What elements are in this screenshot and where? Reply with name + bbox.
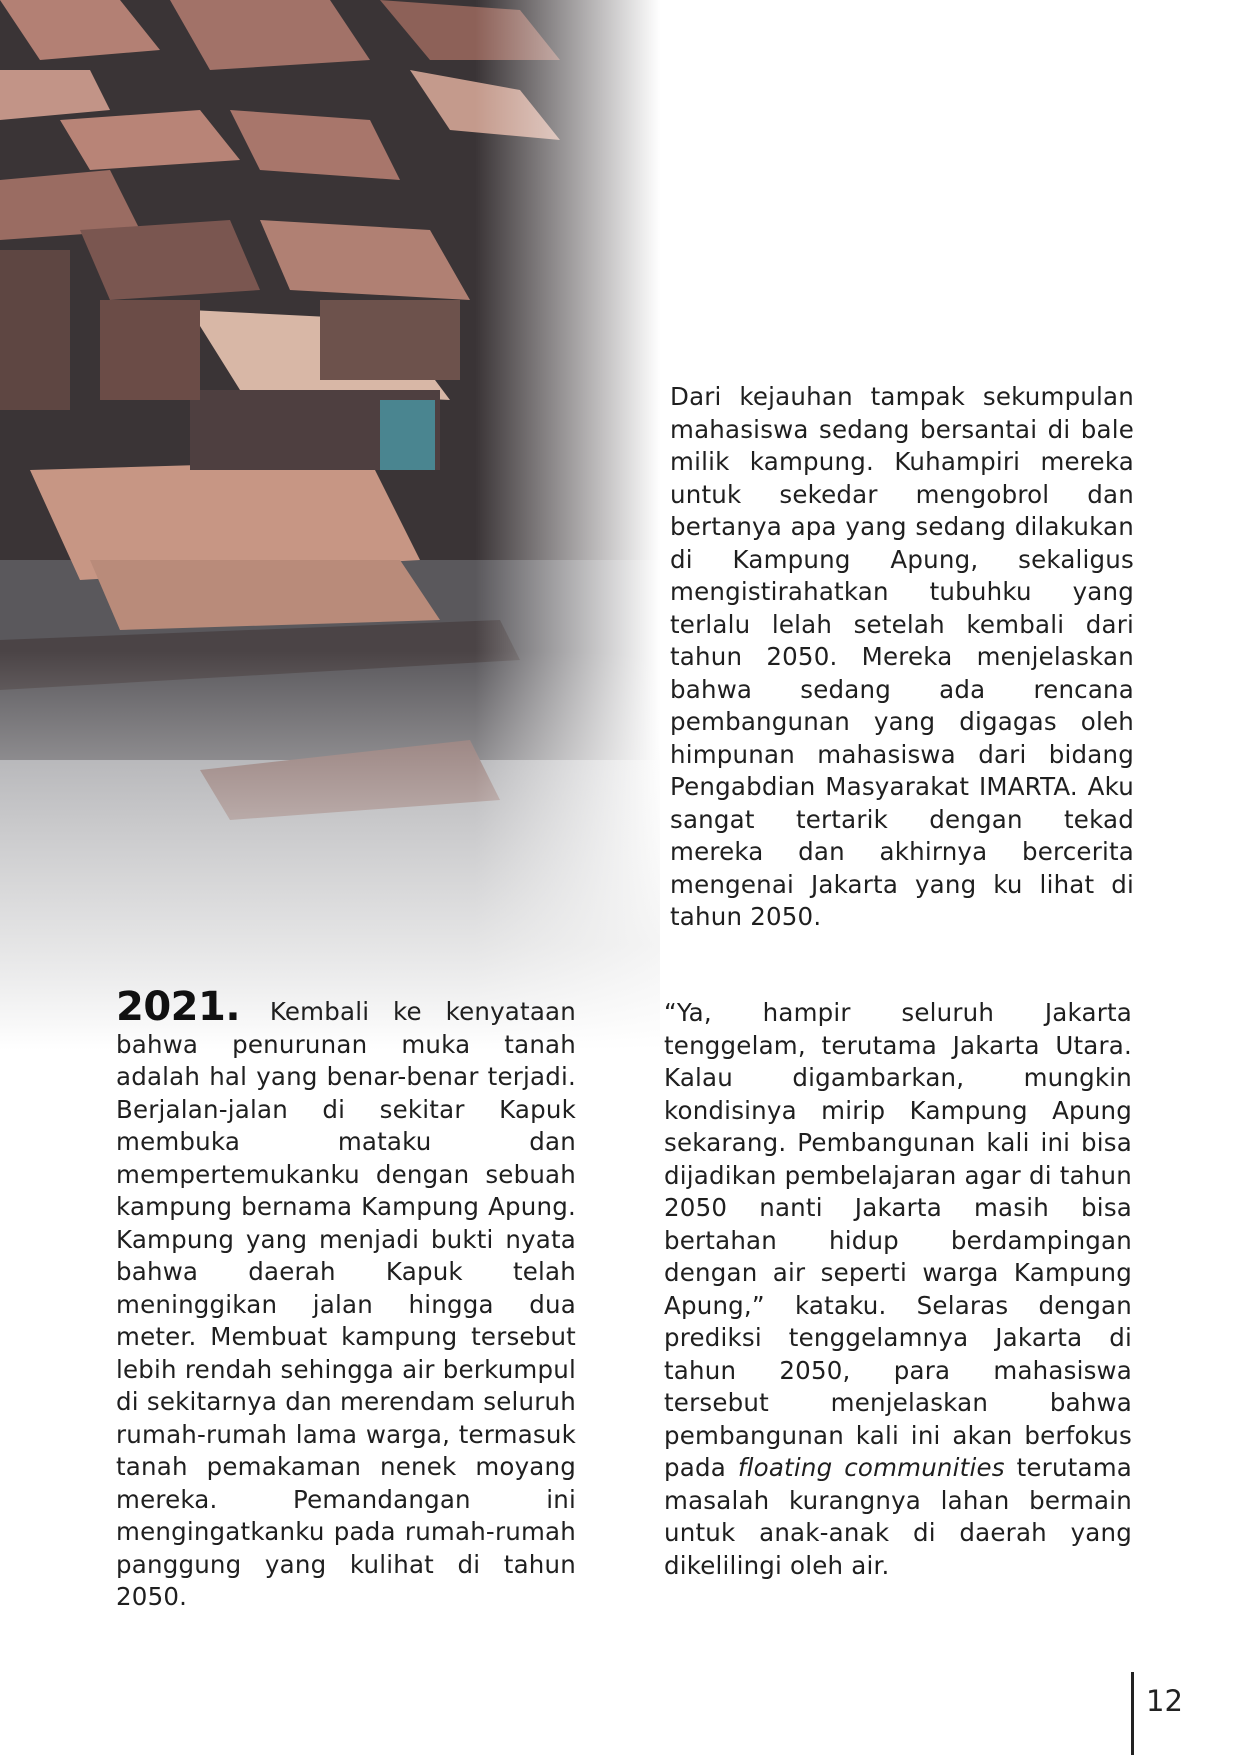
year-heading: 2021. bbox=[116, 984, 241, 1030]
story-column-right-top bbox=[670, 381, 1134, 934]
story-column-right-bottom bbox=[664, 997, 1132, 1582]
paragraph-2021 bbox=[116, 984, 576, 1614]
dialogue-italic-term: floating communities bbox=[737, 1453, 1005, 1482]
paragraph-kejauhan: Dari kejauhan tampak sekumpulan mahasiswa sedang bersantai di bale milik kampung. Kuhampiri mereka untuk sekedar mengobrol dan bertanya apa yang sedang dilakukan di Kampung Apung, sekaligus mengistirahatkan tubuhku yang terlalu lelah setelah kembali dari tahun 2050. Mereka menjelaskan bahwa sedang ada rencana pembangunan yang digagas oleh himpunan mahasiswa dari bidang Pengabdian Masyarakat IMARTA. Aku sangat tertarik dengan tekad mereka dan akhirnya bercerita mengenai Jakarta yang ku lihat di tahun 2050. bbox=[670, 382, 1134, 931]
page-number: 12 bbox=[1146, 1684, 1183, 1718]
floating-village-photo bbox=[0, 0, 660, 1050]
dialogue-text-after: terutama masalah kurangnya lahan bermain untuk anak-anak di daerah yang dikelilingi oleh air. bbox=[664, 1453, 1132, 1580]
story-column-left bbox=[116, 984, 576, 1614]
page-number-divider bbox=[1131, 1672, 1134, 1755]
dialogue-text-before: “Ya, hampir seluruh Jakarta tenggelam, terutama Jakarta Utara. Kalau digambarkan, mungkin kondisinya mirip Kampung Apung sekarang. Pembangunan kali ini bisa dijadikan pembelajaran agar di tahun 2050 nanti Jakarta masih bisa bertahan hidup berdampingan dengan air seperti warga Kampung Apung,” kataku. Selaras dengan prediksi tenggelamnya Jakarta di tahun 2050, para mahasiswa tersebut menjelaskan bahwa pembangunan kali ini akan berfokus pada bbox=[664, 998, 1132, 1482]
paragraph-dialogue bbox=[664, 997, 1132, 1582]
paragraph-2021-text: Kembali ke kenyataan bahwa penurunan muka tanah adalah hal yang benar-benar terjadi. Berjalan-jalan di sekitar Kapuk membuka mataku dan mempertemukanku dengan sebuah kampung bernama Kampung Apung. Kampung yang menjadi bukti nyata bahwa daerah Kapuk telah meninggikan jalan hingga dua meter. Membuat kampung tersebut lebih rendah sehingga air berkumpul di sekitarnya dan merendam seluruh rumah-rumah lama warga, termasuk tanah pemakaman nenek moyang mereka. Pemandangan ini mengingatkanku pada rumah-rumah panggung yang kulihat di tahun 2050. bbox=[116, 997, 576, 1611]
